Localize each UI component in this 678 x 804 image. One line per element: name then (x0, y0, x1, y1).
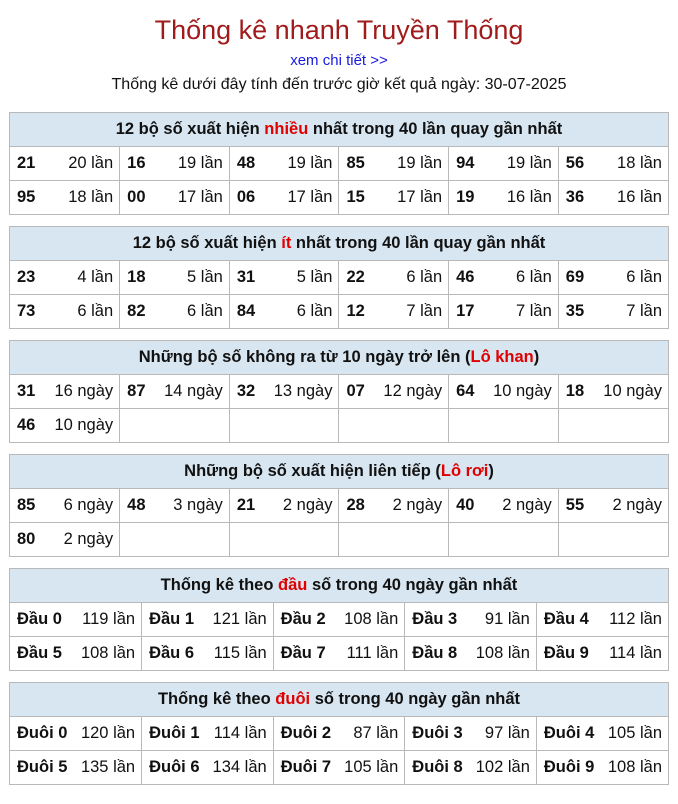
stat-item (456, 268, 552, 287)
stat-item (237, 188, 333, 207)
stat-cell (229, 375, 339, 409)
title-text: Những bộ số xuất hiện liên tiếp ( (184, 462, 441, 480)
stat-item (237, 154, 333, 173)
stat-count: 120 lần (80, 724, 136, 742)
stat-cell (229, 409, 339, 443)
stats-table (10, 603, 668, 670)
stat-key: 36 (565, 188, 585, 206)
stat-key: 46 (456, 268, 475, 286)
stat-cell (339, 147, 449, 181)
page-title: Thống kê nhanh Truyền Thống (154, 15, 524, 45)
stat-cell (142, 751, 274, 785)
stat-cell (273, 717, 405, 751)
table-row (10, 717, 668, 751)
stat-cell (229, 181, 339, 215)
stat-key: 35 (565, 302, 585, 320)
least-frequent-section (9, 226, 669, 329)
stat-item (149, 644, 267, 663)
stat-count: 6 lần (406, 268, 443, 286)
stat-key: Đầu 4 (543, 610, 589, 628)
stat-key: Đầu 8 (412, 644, 458, 662)
stats-table (10, 375, 668, 442)
stat-count: 6 lần (626, 268, 662, 286)
stat-count: 105 lần (607, 724, 662, 742)
title-text: số trong 40 ngày gần nhất (307, 576, 518, 594)
stat-count: 18 lần (617, 154, 662, 172)
stat-cell (120, 147, 230, 181)
stat-cell (142, 637, 274, 671)
stat-cell (10, 295, 120, 329)
stat-item (127, 154, 223, 173)
stat-count: 87 lần (353, 724, 399, 742)
stat-key: 87 (127, 382, 146, 400)
stat-key: 16 (127, 154, 146, 172)
dau-section (9, 568, 669, 671)
title-highlight: đầu (278, 576, 308, 594)
stat-key: 17 (456, 302, 475, 320)
stat-cell (536, 603, 668, 637)
stat-item (456, 496, 552, 515)
title-text: ) (488, 462, 494, 480)
stat-cell (339, 523, 449, 557)
stat-item (566, 268, 662, 287)
stat-count: 2 ngày (63, 530, 114, 548)
stat-key: 85 (346, 154, 365, 172)
title-highlight: đuôi (275, 690, 311, 708)
stat-cell (10, 261, 120, 295)
stat-cell (449, 409, 559, 443)
stat-cell (405, 751, 537, 785)
stat-key: Đuôi 7 (280, 758, 332, 776)
stat-item (281, 724, 399, 743)
stat-key: 64 (456, 382, 475, 400)
stat-cell (10, 181, 120, 215)
section-title (10, 227, 668, 261)
stat-count: 2 ngày (282, 496, 333, 514)
stat-key: Đuôi 8 (412, 758, 463, 776)
stat-count: 91 lần (484, 610, 530, 628)
table-row (10, 751, 668, 785)
table-row (10, 375, 668, 409)
stat-item (544, 644, 662, 663)
stat-count: 14 ngày (164, 382, 223, 400)
title-text: 12 bộ số xuất hiện (132, 234, 282, 252)
stat-item (346, 302, 442, 321)
stat-cell (229, 261, 339, 295)
page-subtitle: Thống kê dưới đây tính đến trước giờ kết quả ngày: 30-07-2025 (111, 76, 567, 93)
stat-cell (339, 295, 449, 329)
stat-cell (339, 375, 449, 409)
stat-cell (10, 717, 142, 751)
stat-cell (339, 261, 449, 295)
stat-cell (449, 523, 559, 557)
stat-item (237, 382, 333, 401)
stat-key: Đuôi 5 (17, 758, 68, 776)
stat-cell (120, 409, 230, 443)
section-title (10, 569, 668, 603)
table-row (10, 637, 668, 671)
stat-cell (449, 295, 559, 329)
title-highlight: nhiều (264, 120, 309, 138)
stat-cell (273, 751, 405, 785)
stat-key: 85 (17, 496, 36, 514)
stat-count: 19 lần (506, 154, 552, 172)
stat-cell (558, 375, 668, 409)
stat-cell (10, 375, 120, 409)
stat-cell (10, 147, 120, 181)
stat-key: Đuôi 6 (149, 758, 200, 776)
stat-count: 119 lần (82, 610, 136, 628)
stat-item (544, 610, 662, 629)
stat-item (17, 154, 113, 173)
table-row (10, 181, 668, 215)
stat-count: 19 lần (397, 154, 443, 172)
stat-count: 7 lần (516, 302, 552, 320)
stat-item (346, 268, 442, 287)
stat-item (566, 382, 662, 401)
stat-item (17, 610, 135, 629)
stat-key: 56 (565, 154, 585, 172)
stat-count: 19 lần (177, 154, 223, 172)
stat-item (456, 302, 552, 321)
stat-count: 19 lần (287, 154, 333, 172)
stat-item (412, 610, 530, 629)
stat-key: Đầu 2 (280, 610, 326, 628)
table-row (10, 603, 668, 637)
section-title (10, 455, 668, 489)
stat-key: 12 (346, 302, 365, 320)
stat-key: 28 (346, 496, 365, 514)
stat-count: 112 lần (609, 610, 662, 628)
stat-item (17, 268, 113, 287)
stat-item (566, 496, 662, 515)
stat-key: 40 (456, 496, 475, 514)
stat-count: 105 lần (344, 758, 399, 776)
stat-count: 108 lần (475, 644, 530, 662)
stat-cell (229, 147, 339, 181)
stat-count: 114 lần (213, 724, 267, 742)
stat-item (281, 644, 399, 663)
stat-key: 22 (346, 268, 365, 286)
stat-count: 2 ngày (502, 496, 552, 514)
stat-cell (558, 181, 668, 215)
stat-key: Đuôi 2 (280, 724, 332, 742)
stat-key: Đuôi 1 (149, 724, 200, 742)
stat-item (237, 496, 333, 515)
stat-cell (339, 409, 449, 443)
stat-count: 18 lần (68, 188, 114, 206)
stat-cell (558, 261, 668, 295)
stat-key: 32 (236, 382, 256, 400)
stat-item (566, 302, 662, 321)
stat-cell (536, 637, 668, 671)
stat-cell (449, 261, 559, 295)
stat-key: 15 (346, 188, 365, 206)
stat-count: 2 ngày (392, 496, 443, 514)
stats-table (10, 261, 668, 328)
stat-count: 2 ngày (612, 496, 662, 514)
stat-count: 6 lần (187, 302, 223, 320)
stat-cell (405, 717, 537, 751)
stat-cell (558, 489, 668, 523)
stat-item (566, 188, 662, 207)
stat-count: 13 ngày (273, 382, 333, 400)
stat-key: 19 (456, 188, 475, 206)
stat-cell (120, 261, 230, 295)
stat-key: 95 (17, 188, 36, 206)
title-highlight: Lô khan (470, 348, 534, 366)
stat-count: 108 lần (80, 644, 136, 662)
stat-cell (405, 603, 537, 637)
stat-cell (449, 181, 559, 215)
stats-table (10, 489, 668, 556)
lo-khan-section (9, 340, 669, 443)
stat-cell (229, 489, 339, 523)
title-text: Thống kê theo (157, 690, 276, 708)
stat-count: 114 lần (609, 644, 662, 662)
stat-item (346, 188, 442, 207)
stat-key: 21 (17, 154, 36, 172)
stat-cell (10, 409, 120, 443)
stat-cell (339, 181, 449, 215)
stat-key: Đầu 9 (543, 644, 589, 662)
stat-key: 80 (17, 530, 36, 548)
stat-key: 31 (17, 382, 36, 400)
section-title (10, 341, 668, 375)
stat-key: 48 (127, 496, 146, 514)
stat-key: 69 (565, 268, 585, 286)
stat-item (237, 302, 333, 321)
stat-key: Đầu 7 (280, 644, 326, 662)
stat-count: 6 lần (516, 268, 552, 286)
stat-cell (449, 489, 559, 523)
stat-count: 135 lần (80, 758, 136, 776)
stat-count: 6 lần (77, 302, 114, 320)
stat-cell (273, 603, 405, 637)
title-text: nhất trong 40 lần quay gần nhất (308, 120, 563, 138)
stat-item (346, 154, 442, 173)
stat-key: 21 (236, 496, 256, 514)
stat-key: Đuôi 3 (412, 724, 463, 742)
stat-key: 48 (236, 154, 256, 172)
stat-item (17, 724, 135, 743)
stat-count: 108 lần (607, 758, 662, 776)
stat-cell (558, 295, 668, 329)
stat-key: Đầu 5 (17, 644, 62, 662)
stat-item (544, 724, 662, 743)
stat-cell (229, 523, 339, 557)
stat-cell (405, 637, 537, 671)
stat-cell (339, 489, 449, 523)
stat-key: Đuôi 9 (543, 758, 595, 776)
stat-cell (142, 603, 274, 637)
table-row (10, 295, 668, 329)
stat-key: 82 (127, 302, 146, 320)
stat-cell (536, 717, 668, 751)
stat-cell (449, 375, 559, 409)
stat-cell (120, 375, 230, 409)
stat-cell (120, 295, 230, 329)
stat-key: 55 (565, 496, 585, 514)
stat-cell (449, 147, 559, 181)
stat-item (17, 382, 113, 401)
stat-key: Đầu 0 (17, 610, 62, 628)
stat-key: 84 (236, 302, 256, 320)
title-text: nhất trong 40 lần quay gần nhất (291, 234, 546, 252)
title-text: Những bộ số không ra từ 10 ngày trở lên ( (138, 348, 471, 366)
stat-key: 31 (236, 268, 256, 286)
stat-key: 73 (17, 302, 36, 320)
title-text: số trong 40 ngày gần nhất (310, 690, 521, 708)
stat-count: 7 lần (406, 302, 443, 320)
table-row (10, 147, 668, 181)
stat-count: 111 lần (346, 644, 399, 662)
stat-item (237, 268, 333, 287)
title-text: 12 bộ số xuất hiện (115, 120, 265, 138)
stat-item (456, 154, 552, 173)
stat-key: 94 (456, 154, 475, 172)
stat-cell (120, 523, 230, 557)
stat-cell (10, 523, 120, 557)
stat-cell (229, 295, 339, 329)
stat-count: 108 lần (344, 610, 399, 628)
stat-count: 7 lần (626, 302, 662, 320)
stat-count: 10 ngày (603, 382, 662, 400)
stat-item (127, 382, 223, 401)
duoi-section (9, 682, 669, 785)
stat-count: 12 ngày (383, 382, 443, 400)
stat-cell (10, 603, 142, 637)
stat-item (456, 382, 552, 401)
stat-item (127, 302, 223, 321)
detail-link[interactable]: xem chi tiết >> (290, 52, 388, 69)
stat-key: 18 (127, 268, 146, 286)
stat-item (127, 496, 223, 515)
stat-item (17, 302, 113, 321)
stat-cell (558, 409, 668, 443)
stats-table (10, 147, 668, 214)
stat-count: 4 lần (77, 268, 114, 286)
stat-item (346, 496, 442, 515)
stat-key: Đuôi 4 (543, 724, 595, 742)
stat-count: 17 lần (177, 188, 223, 206)
stat-count: 17 lần (397, 188, 443, 206)
stat-count: 6 lần (296, 302, 333, 320)
stat-key: 07 (346, 382, 365, 400)
stat-count: 16 ngày (54, 382, 114, 400)
stat-item (149, 758, 267, 777)
title-text: Thống kê theo (160, 576, 279, 594)
stat-cell (273, 637, 405, 671)
stat-count: 16 lần (617, 188, 662, 206)
stat-count: 5 lần (296, 268, 333, 286)
stat-count: 134 lần (212, 758, 267, 776)
stat-cell (10, 637, 142, 671)
stat-count: 115 lần (213, 644, 267, 662)
stats-table (10, 717, 668, 784)
stat-count: 16 lần (506, 188, 552, 206)
stat-item (17, 496, 113, 515)
most-frequent-section (9, 112, 669, 215)
stat-item (544, 758, 662, 777)
stat-count: 5 lần (187, 268, 223, 286)
stat-key: Đuôi 0 (17, 724, 68, 742)
stat-key: 06 (236, 188, 256, 206)
stat-count: 97 lần (484, 724, 530, 742)
stat-item (17, 644, 135, 663)
stat-item (456, 188, 552, 207)
section-title (10, 113, 668, 147)
stat-item (127, 188, 223, 207)
stat-key: 46 (17, 416, 36, 434)
stat-key: Đầu 3 (412, 610, 458, 628)
stat-count: 20 lần (68, 154, 114, 172)
title-highlight: ít (281, 234, 292, 252)
stat-count: 3 ngày (173, 496, 223, 514)
table-row (10, 489, 668, 523)
stat-count: 6 ngày (63, 496, 114, 514)
stat-item (17, 416, 113, 435)
title-highlight: Lô rơi (440, 462, 489, 480)
stat-item (17, 188, 113, 207)
stat-item (149, 610, 267, 629)
stat-item (412, 724, 530, 743)
table-row (10, 523, 668, 557)
stat-item (17, 758, 135, 777)
stat-item (17, 530, 113, 549)
stat-cell (10, 489, 120, 523)
stat-key: 18 (565, 382, 585, 400)
stat-count: 10 ngày (493, 382, 552, 400)
stat-cell (558, 147, 668, 181)
stat-item (412, 758, 530, 777)
stat-key: 00 (127, 188, 146, 206)
title-text: ) (533, 348, 540, 366)
stat-item (281, 610, 399, 629)
stat-cell (120, 489, 230, 523)
stat-cell (536, 751, 668, 785)
stat-count: 10 ngày (54, 416, 114, 434)
stat-item (412, 644, 530, 663)
stat-count: 17 lần (287, 188, 333, 206)
stat-key: 23 (17, 268, 36, 286)
stat-item (566, 154, 662, 173)
stat-cell (10, 751, 142, 785)
stat-cell (142, 717, 274, 751)
stat-item (149, 724, 267, 743)
stat-item (127, 268, 223, 287)
stat-key: Đầu 6 (149, 644, 195, 662)
table-row (10, 261, 668, 295)
stat-key: Đầu 1 (149, 610, 195, 628)
lo-roi-section (9, 454, 669, 557)
stat-count: 121 lần (212, 610, 267, 628)
stat-cell (558, 523, 668, 557)
stat-item (281, 758, 399, 777)
stat-count: 102 lần (475, 758, 530, 776)
table-row (10, 409, 668, 443)
section-title (10, 683, 668, 717)
stat-item (346, 382, 442, 401)
stat-cell (120, 181, 230, 215)
